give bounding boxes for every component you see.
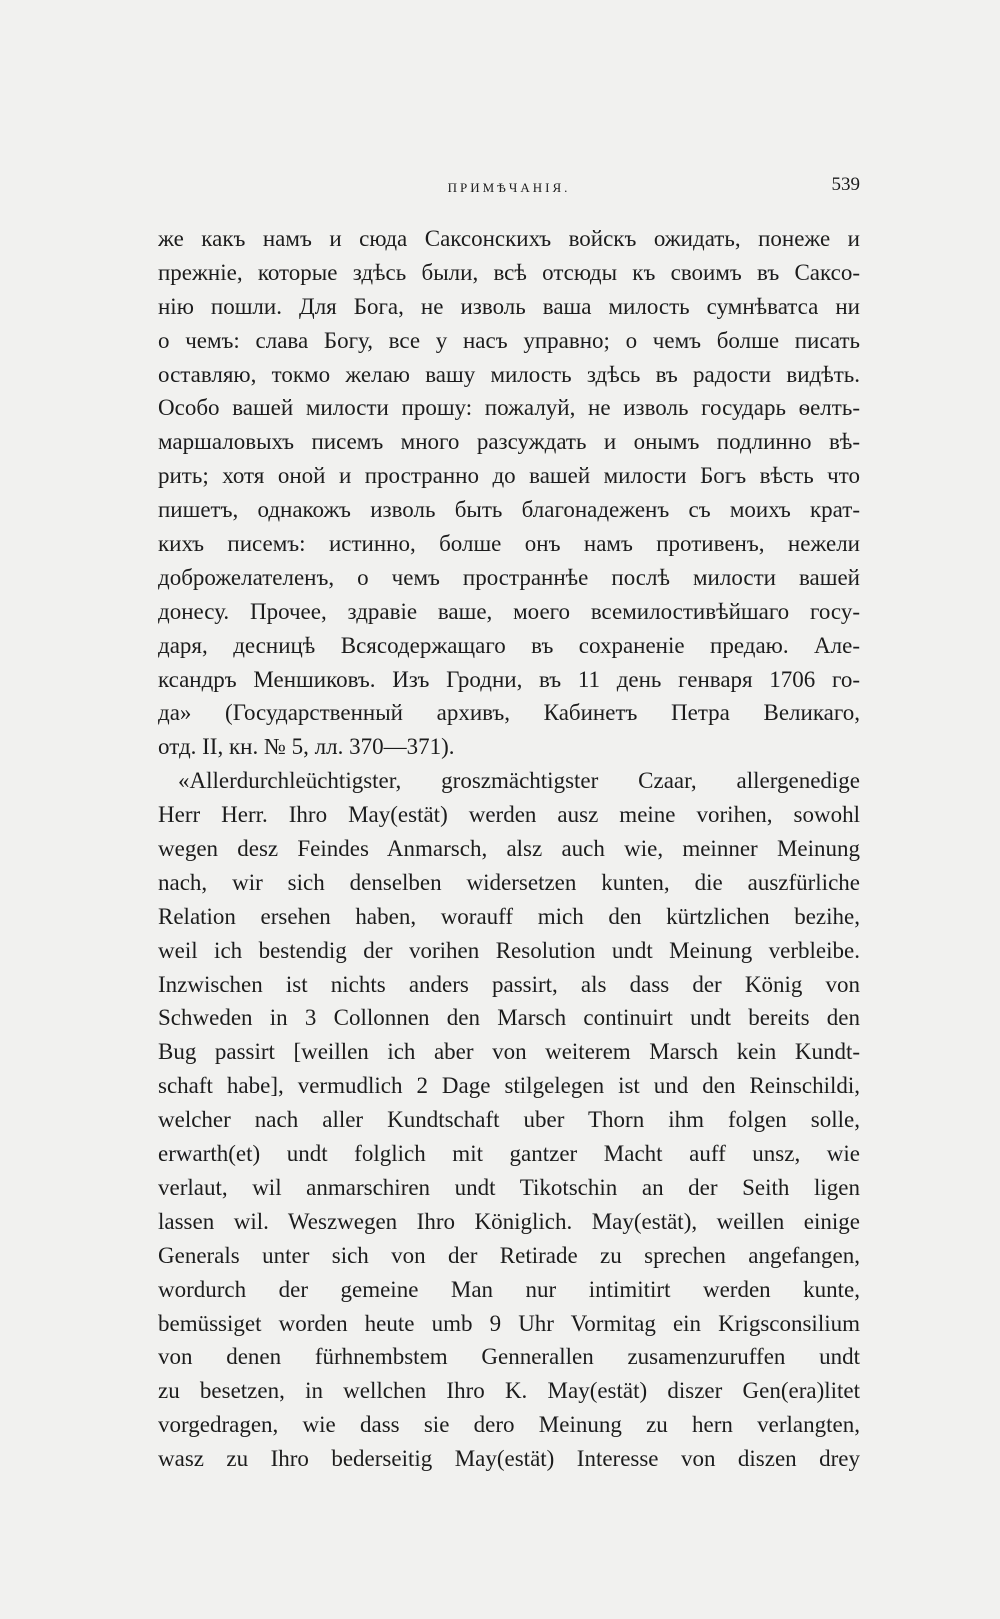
text-line: кихъ писемъ: истинно, болше онъ намъ противенъ, нежели [158, 531, 860, 557]
text-line: оставляю, токмо желаю вашу милость здѣсь въ радости видѣть. [158, 361, 860, 387]
running-head: ПРИМѢЧАНІЯ. [447, 180, 571, 195]
text-line: да» (Государственный архивъ, Кабинетъ Петра Великаго, [158, 700, 860, 726]
text-line: рить; хотя оной и пространно до вашей милости Богъ вѣсть что [158, 463, 860, 489]
page-number: 539 [831, 174, 860, 195]
text-line: bemüssiget worden heute umb 9 Uhr Vormitag ein Krigsconsilium [158, 1310, 860, 1336]
text-line: vorgedragen, wie dass sie dero Meinung zu hern verlangten, [158, 1412, 860, 1438]
text-line: маршаловыхъ писемъ много разсуждать и онымъ подлинно вѣ- [158, 429, 860, 455]
page-header [158, 172, 860, 202]
text-line: Generals unter sich von der Retirade zu sprechen angefangen, [158, 1242, 860, 1268]
text-line: даря, десницѣ Всясодержащаго въ сохраненіе предаю. Але- [158, 632, 860, 658]
text-line: ксандръ Меншиковъ. Изъ Гродни, въ 11 день генваря 1706 го- [158, 666, 860, 692]
text-line: же какъ намъ и сюда Саксонскихъ войскъ ожидать, понеже и [158, 226, 860, 251]
body-text [158, 222, 860, 1476]
text-line: отд. II, кн. № 5, лл. 370—371). [158, 734, 455, 760]
text-line: Bug passirt [weillen ich aber von weiterem Marsch kein Kundt- [158, 1039, 860, 1065]
text-line: Особо вашей милости прошу: пожалуй, не изволь государь ѳелть- [158, 395, 860, 421]
text-line: schaft habe], vermudlich 2 Dage stilgelegen ist und den Reinschildi, [158, 1073, 860, 1099]
text-line: welcher nach aller Kundtschaft uber Thorn ihm folgen solle, [158, 1107, 860, 1133]
text-line: доброжелателенъ, о чемъ пространнѣе послѣ милости вашей [158, 564, 860, 590]
text-line: пишетъ, однакожъ изволь быть благонадеженъ съ моихъ крат- [158, 497, 860, 523]
text-line: nach, wir sich denselben widersetzen kunten, die auszfürliche [158, 869, 860, 895]
text-line: о чемъ: слава Богу, все у насъ управно; о чемъ болше писать [158, 327, 860, 353]
text-line: verlaut, wil anmarschiren undt Tikotschin an der Seith ligen [158, 1174, 860, 1200]
text-line: Herr Herr. Ihro May(estät) werden ausz meine vorihen, sowohl [158, 802, 860, 828]
text-line: wegen desz Feindes Anmarsch, alsz auch wie, meinner Meinung [158, 836, 860, 862]
text-line: wasz zu Ihro bederseitig May(estät) Interesse von diszen drey [158, 1446, 860, 1472]
text-line: von denen fürhnembstem Gennerallen zusamenzuruffen undt [158, 1344, 860, 1370]
text-line: Inzwischen ist nichts anders passirt, als dass der König von [158, 971, 860, 997]
text-line: weil ich bestendig der vorihen Resolution undt Meinung verbleibe. [158, 937, 860, 963]
text-line: wordurch der gemeine Man nur intimitirt werden kunte, [158, 1276, 860, 1302]
text-line: Schweden in 3 Collonnen den Marsch continuirt undt bereits den [158, 1005, 860, 1031]
text-line: донесу. Прочее, здравіе ваше, моего всемилостивѣйшаго госу- [158, 598, 860, 624]
text-line: zu besetzen, in wellchen Ihro K. May(estät) diszer Gen(era)litet [158, 1378, 860, 1404]
text-line: нію пошли. Для Бога, не изволь ваша милость сумнѣватса ни [158, 293, 860, 319]
text-line: Relation ersehen haben, worauff mich den kürtzlichen bezihe, [158, 903, 860, 929]
text-line: «Allerdurchleüchtigster, groszmächtigster Czaar, allergenedige [178, 768, 860, 794]
text-line: lassen wil. Weszwegen Ihro Königlich. May(estät), weillen einige [158, 1208, 860, 1234]
text-line: прежніе, которые здѣсь были, всѣ отсюды къ своимъ въ Саксо- [158, 259, 860, 285]
text-line: erwarth(et) undt folglich mit gantzer Macht auff unsz, wie [158, 1141, 860, 1167]
